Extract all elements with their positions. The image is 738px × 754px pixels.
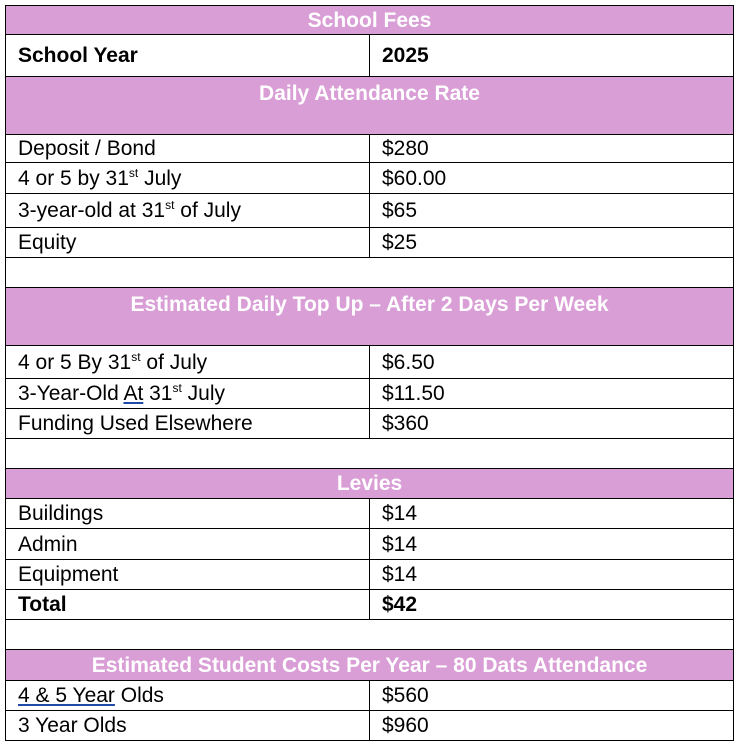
row-label: Admin	[6, 529, 370, 560]
school-fees-table	[5, 5, 734, 741]
row-label: 4 & 5 Year Olds	[6, 681, 370, 711]
row-value: $14	[370, 499, 734, 529]
total-label: Total	[6, 590, 370, 620]
row-value: $65	[370, 194, 734, 228]
row-value: $6.50	[370, 346, 734, 379]
row-value: $280	[370, 135, 734, 163]
title-row	[6, 6, 734, 35]
table-row	[6, 681, 734, 711]
table-row	[6, 529, 734, 560]
row-label: 4 or 5 By 31st of July	[6, 346, 370, 379]
row-label: Equity	[6, 228, 370, 258]
levies-total-row	[6, 590, 734, 620]
row-label: 4 or 5 by 31st July	[6, 163, 370, 194]
row-value: $960	[370, 711, 734, 741]
table-row	[6, 228, 734, 258]
top-up-header-row	[6, 288, 734, 346]
table-row	[6, 163, 734, 194]
row-label: Equipment	[6, 560, 370, 590]
total-value: $42	[370, 590, 734, 620]
table-row	[6, 560, 734, 590]
top-up-heading: Estimated Daily Top Up – After 2 Days Per Week	[6, 288, 734, 346]
row-label: 3 Year Olds	[6, 711, 370, 741]
row-value: $60.00	[370, 163, 734, 194]
daily-attendance-header-row	[6, 77, 734, 135]
row-value: $25	[370, 228, 734, 258]
school-year-value: 2025	[370, 35, 734, 77]
student-costs-header-row	[6, 650, 734, 681]
daily-attendance-heading: Daily Attendance Rate	[6, 77, 734, 135]
table-row	[6, 499, 734, 529]
row-label: 3-Year-Old At 31st July	[6, 379, 370, 409]
row-label: 3-year-old at 31st of July	[6, 194, 370, 228]
table-row	[6, 194, 734, 228]
spacer-row	[6, 258, 734, 288]
levies-heading: Levies	[6, 469, 734, 499]
table-row	[6, 379, 734, 409]
row-label: Funding Used Elsewhere	[6, 409, 370, 439]
row-value: $14	[370, 529, 734, 560]
school-year-label: School Year	[6, 35, 370, 77]
spacer-row	[6, 620, 734, 650]
student-costs-heading: Estimated Student Costs Per Year – 80 Dats Attendance	[6, 650, 734, 681]
row-label: Buildings	[6, 499, 370, 529]
row-value: $360	[370, 409, 734, 439]
table-row	[6, 409, 734, 439]
table-title: School Fees	[6, 6, 734, 35]
table-row	[6, 346, 734, 379]
row-value: $560	[370, 681, 734, 711]
spacer-row	[6, 439, 734, 469]
school-year-row	[6, 35, 734, 77]
row-value: $11.50	[370, 379, 734, 409]
row-label: Deposit / Bond	[6, 135, 370, 163]
table-row	[6, 711, 734, 741]
row-value: $14	[370, 560, 734, 590]
levies-header-row	[6, 469, 734, 499]
table-row	[6, 135, 734, 163]
